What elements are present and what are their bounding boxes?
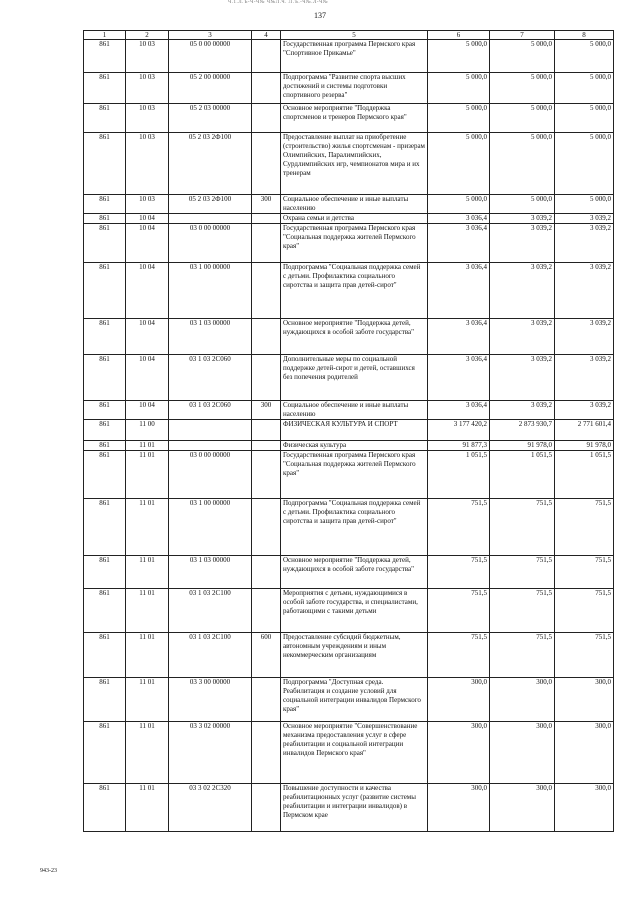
amount-2023-cell: 3 039,2	[555, 214, 614, 224]
section-code-cell: 10 03	[126, 195, 169, 214]
amount-2022-cell: 5 000,0	[490, 195, 555, 214]
description-cell: Основное мероприятие "Поддержка спортсменов и тренеров Пермского края"	[281, 104, 428, 133]
expense-type-cell: 300	[252, 401, 281, 420]
amount-2023-cell: 5 000,0	[555, 133, 614, 195]
amount-2022-cell: 3 039,2	[490, 224, 555, 263]
expense-type-cell	[252, 133, 281, 195]
amount-2023-cell: 300,0	[555, 678, 614, 722]
expense-type-cell	[252, 441, 281, 451]
amount-2021-cell: 5 000,0	[428, 133, 490, 195]
description-cell: Социальное обеспечение и иные выплаты населению	[281, 195, 428, 214]
description-cell: Основное мероприятие "Поддержка детей, нуждающихся в особой заботе государства"	[281, 319, 428, 355]
amount-2021-cell: 300,0	[428, 722, 490, 784]
expense-type-cell	[252, 678, 281, 722]
section-code-cell: 11 01	[126, 633, 169, 678]
expense-type-cell	[252, 589, 281, 633]
target-article-cell: 03 0 00 00000	[169, 451, 252, 499]
amount-2021-cell: 5 000,0	[428, 104, 490, 133]
expense-type-cell	[252, 214, 281, 224]
target-article-cell: 03 1 03 2С100	[169, 633, 252, 678]
description-cell: Основное мероприятие "Поддержка детей, нуждающихся в особой заботе государства"	[281, 556, 428, 589]
amount-2021-cell: 751,5	[428, 633, 490, 678]
amount-2021-cell: 3 036,4	[428, 224, 490, 263]
description-cell: Предоставление субсидий бюджетным, автономным учреждениям и иным некоммерческим организациям	[281, 633, 428, 678]
section-code-cell: 10 04	[126, 263, 169, 319]
column-header: 4	[252, 31, 281, 40]
target-article-cell: 05 2 03 2Ф100	[169, 133, 252, 195]
amount-2021-cell: 751,5	[428, 589, 490, 633]
table-row	[84, 355, 614, 401]
amount-2023-cell: 300,0	[555, 784, 614, 832]
budget-table	[83, 30, 614, 832]
target-article-cell: 03 1 00 00000	[169, 499, 252, 556]
section-code-cell: 11 01	[126, 589, 169, 633]
expense-type-cell	[252, 451, 281, 499]
amount-2022-cell: 300,0	[490, 784, 555, 832]
page-number: 137	[314, 11, 326, 20]
table-row	[84, 451, 614, 499]
expense-type-cell	[252, 319, 281, 355]
target-article-cell: 03 1 03 2С060	[169, 355, 252, 401]
expense-type-cell	[252, 224, 281, 263]
table-row	[84, 556, 614, 589]
amount-2021-cell: 1 051,5	[428, 451, 490, 499]
amount-2022-cell: 5 000,0	[490, 40, 555, 73]
amount-2023-cell: 3 039,2	[555, 224, 614, 263]
description-cell: Дополнительные меры по социальной поддержке детей-сирот и детей, оставшихся без попечения родителей	[281, 355, 428, 401]
target-article-cell: 05 0 00 00000	[169, 40, 252, 73]
section-code-cell: 10 04	[126, 224, 169, 263]
amount-2023-cell: 3 039,2	[555, 319, 614, 355]
amount-2021-cell: 5 000,0	[428, 73, 490, 104]
amount-2022-cell: 5 000,0	[490, 73, 555, 104]
amount-2023-cell: 751,5	[555, 589, 614, 633]
expense-type-cell	[252, 263, 281, 319]
expense-type-cell: 300	[252, 195, 281, 214]
amount-2022-cell: 3 039,2	[490, 355, 555, 401]
section-code-cell: 11 01	[126, 451, 169, 499]
table-row	[84, 784, 614, 832]
description-cell: Мероприятия с детьми, нуждающимися в особой заботе государства, и специалистами, работающими с такими детьми	[281, 589, 428, 633]
amount-2023-cell: 751,5	[555, 556, 614, 589]
target-article-cell: 03 1 03 2С100	[169, 589, 252, 633]
amount-2022-cell: 751,5	[490, 589, 555, 633]
description-cell: Подпрограмма "Развитие спорта высших достижений и системы подготовки спортивного резерва"	[281, 73, 428, 104]
table-row	[84, 133, 614, 195]
amount-2022-cell: 5 000,0	[490, 133, 555, 195]
target-article-cell	[169, 214, 252, 224]
description-cell: Физическая культура	[281, 441, 428, 451]
target-article-cell: 03 1 03 00000	[169, 319, 252, 355]
description-cell: Основное мероприятие "Совершенствование механизма предоставления услуг в сфере реабилитации и социальной интеграции инвалидов Пермского края"	[281, 722, 428, 784]
section-code-cell: 11 01	[126, 722, 169, 784]
description-cell: Повышение доступности и качества реабилитационных услуг (развитие системы реабилитации и интеграции инвалидов) в Пермском крае	[281, 784, 428, 832]
section-code-cell: 11 01	[126, 784, 169, 832]
admin-code-cell: 861	[84, 451, 126, 499]
header-scan-marks: Ч.1.Л.Ъ-Ч-Ч№ Ч№Л.Ч. Л.Ъ.-Ч№.Л-Ч№	[228, 0, 329, 5]
admin-code-cell: 861	[84, 441, 126, 451]
section-code-cell: 11 01	[126, 678, 169, 722]
admin-code-cell: 861	[84, 589, 126, 633]
admin-code-cell: 861	[84, 499, 126, 556]
column-header: 6	[428, 31, 490, 40]
amount-2023-cell: 5 000,0	[555, 195, 614, 214]
admin-code-cell: 861	[84, 633, 126, 678]
amount-2021-cell: 300,0	[428, 784, 490, 832]
description-cell: Подпрограмма "Социальная поддержка семей с детьми. Профилактика социального сиротства и защита прав детей-сирот"	[281, 263, 428, 319]
table-row	[84, 40, 614, 73]
amount-2023-cell: 3 039,2	[555, 401, 614, 420]
amount-2022-cell: 1 051,5	[490, 451, 555, 499]
amount-2023-cell: 5 000,0	[555, 40, 614, 73]
table-row	[84, 224, 614, 263]
expense-type-cell	[252, 556, 281, 589]
amount-2021-cell: 3 177 420,2	[428, 420, 490, 441]
target-article-cell: 05 2 03 2Ф100	[169, 195, 252, 214]
expense-type-cell	[252, 499, 281, 556]
amount-2022-cell: 3 039,2	[490, 263, 555, 319]
amount-2023-cell: 751,5	[555, 499, 614, 556]
table-row	[84, 420, 614, 441]
amount-2021-cell: 91 877,3	[428, 441, 490, 451]
section-code-cell: 10 04	[126, 214, 169, 224]
amount-2023-cell: 5 000,0	[555, 104, 614, 133]
description-cell: Подпрограмма "Социальная поддержка семей с детьми. Профилактика социального сиротства и защита прав детей-сирот"	[281, 499, 428, 556]
amount-2022-cell: 751,5	[490, 499, 555, 556]
expense-type-cell	[252, 355, 281, 401]
admin-code-cell: 861	[84, 104, 126, 133]
amount-2021-cell: 751,5	[428, 499, 490, 556]
section-code-cell: 11 01	[126, 441, 169, 451]
table-row	[84, 73, 614, 104]
expense-type-cell	[252, 784, 281, 832]
section-code-cell: 10 03	[126, 40, 169, 73]
description-cell: Предоставление выплат на приобретение (строительство) жилья спортсменам - призерам Олимпийских, Паралимпийских, Сурдлимпийских игр, чемпионатов мира и их тренерам	[281, 133, 428, 195]
amount-2021-cell: 5 000,0	[428, 40, 490, 73]
section-code-cell: 10 04	[126, 355, 169, 401]
amount-2023-cell: 1 051,5	[555, 451, 614, 499]
admin-code-cell: 861	[84, 784, 126, 832]
expense-type-cell	[252, 104, 281, 133]
amount-2021-cell: 5 000,0	[428, 195, 490, 214]
expense-type-cell: 600	[252, 633, 281, 678]
section-code-cell: 10 04	[126, 319, 169, 355]
amount-2022-cell: 300,0	[490, 722, 555, 784]
admin-code-cell: 861	[84, 40, 126, 73]
expense-type-cell	[252, 73, 281, 104]
table-header-row	[84, 31, 614, 40]
target-article-cell: 05 2 00 00000	[169, 73, 252, 104]
amount-2022-cell: 2 873 930,7	[490, 420, 555, 441]
admin-code-cell: 861	[84, 73, 126, 104]
column-header: 3	[169, 31, 252, 40]
description-cell: Социальное обеспечение и иные выплаты населению	[281, 401, 428, 420]
amount-2023-cell: 3 039,2	[555, 263, 614, 319]
section-code-cell: 11 01	[126, 499, 169, 556]
table-row	[84, 678, 614, 722]
amount-2023-cell: 300,0	[555, 722, 614, 784]
target-article-cell: 03 3 00 00000	[169, 678, 252, 722]
table-row	[84, 589, 614, 633]
amount-2022-cell: 3 039,2	[490, 401, 555, 420]
amount-2022-cell: 3 039,2	[490, 319, 555, 355]
section-code-cell: 10 04	[126, 401, 169, 420]
admin-code-cell: 861	[84, 420, 126, 441]
table-row	[84, 263, 614, 319]
amount-2021-cell: 3 036,4	[428, 263, 490, 319]
admin-code-cell: 861	[84, 355, 126, 401]
amount-2022-cell: 3 039,2	[490, 214, 555, 224]
column-header: 2	[126, 31, 169, 40]
amount-2022-cell: 300,0	[490, 678, 555, 722]
admin-code-cell: 861	[84, 722, 126, 784]
target-article-cell: 03 1 03 00000	[169, 556, 252, 589]
table-row	[84, 499, 614, 556]
table-row	[84, 722, 614, 784]
amount-2021-cell: 3 036,4	[428, 355, 490, 401]
section-code-cell: 10 03	[126, 133, 169, 195]
amount-2021-cell: 300,0	[428, 678, 490, 722]
amount-2022-cell: 751,5	[490, 556, 555, 589]
amount-2021-cell: 3 036,4	[428, 214, 490, 224]
column-header: 1	[84, 31, 126, 40]
target-article-cell	[169, 441, 252, 451]
section-code-cell: 11 00	[126, 420, 169, 441]
description-cell: ФИЗИЧЕСКАЯ КУЛЬТУРА И СПОРТ	[281, 420, 428, 441]
admin-code-cell: 861	[84, 214, 126, 224]
section-code-cell: 10 03	[126, 104, 169, 133]
table-row	[84, 401, 614, 420]
table-row	[84, 104, 614, 133]
admin-code-cell: 861	[84, 401, 126, 420]
section-code-cell: 10 03	[126, 73, 169, 104]
description-cell: Охрана семьи и детства	[281, 214, 428, 224]
description-cell: Государственная программа Пермского края "Спортивное Прикамье"	[281, 40, 428, 73]
table-row	[84, 633, 614, 678]
amount-2022-cell: 751,5	[490, 633, 555, 678]
admin-code-cell: 861	[84, 195, 126, 214]
target-article-cell: 05 2 03 00000	[169, 104, 252, 133]
column-header: 5	[281, 31, 428, 40]
amount-2023-cell: 91 978,0	[555, 441, 614, 451]
description-cell: Подпрограмма "Доступная среда. Реабилитация и создание условий для социальной интеграции инвалидов Пермского края"	[281, 678, 428, 722]
target-article-cell	[169, 420, 252, 441]
admin-code-cell: 861	[84, 678, 126, 722]
amount-2021-cell: 3 036,4	[428, 319, 490, 355]
expense-type-cell	[252, 40, 281, 73]
expense-type-cell	[252, 420, 281, 441]
target-article-cell: 03 3 02 2С320	[169, 784, 252, 832]
table-row	[84, 319, 614, 355]
admin-code-cell: 861	[84, 319, 126, 355]
amount-2023-cell: 2 771 601,4	[555, 420, 614, 441]
admin-code-cell: 861	[84, 263, 126, 319]
amount-2022-cell: 5 000,0	[490, 104, 555, 133]
amount-2022-cell: 91 978,0	[490, 441, 555, 451]
expense-type-cell	[252, 722, 281, 784]
target-article-cell: 03 1 03 2С060	[169, 401, 252, 420]
amount-2021-cell: 751,5	[428, 556, 490, 589]
amount-2021-cell: 3 036,4	[428, 401, 490, 420]
admin-code-cell: 861	[84, 133, 126, 195]
document-code: 943-23	[40, 868, 57, 874]
table-row	[84, 195, 614, 214]
description-cell: Государственная программа Пермского края "Социальная поддержка жителей Пермского края"	[281, 224, 428, 263]
column-header: 8	[555, 31, 614, 40]
table-row	[84, 214, 614, 224]
admin-code-cell: 861	[84, 556, 126, 589]
amount-2023-cell: 5 000,0	[555, 73, 614, 104]
description-cell: Государственная программа Пермского края "Социальная поддержка жителей Пермского края"	[281, 451, 428, 499]
target-article-cell: 03 3 02 00000	[169, 722, 252, 784]
column-header: 7	[490, 31, 555, 40]
section-code-cell: 11 01	[126, 556, 169, 589]
amount-2023-cell: 751,5	[555, 633, 614, 678]
table-row	[84, 441, 614, 451]
target-article-cell: 03 0 00 00000	[169, 224, 252, 263]
admin-code-cell: 861	[84, 224, 126, 263]
amount-2023-cell: 3 039,2	[555, 355, 614, 401]
target-article-cell: 03 1 00 00000	[169, 263, 252, 319]
